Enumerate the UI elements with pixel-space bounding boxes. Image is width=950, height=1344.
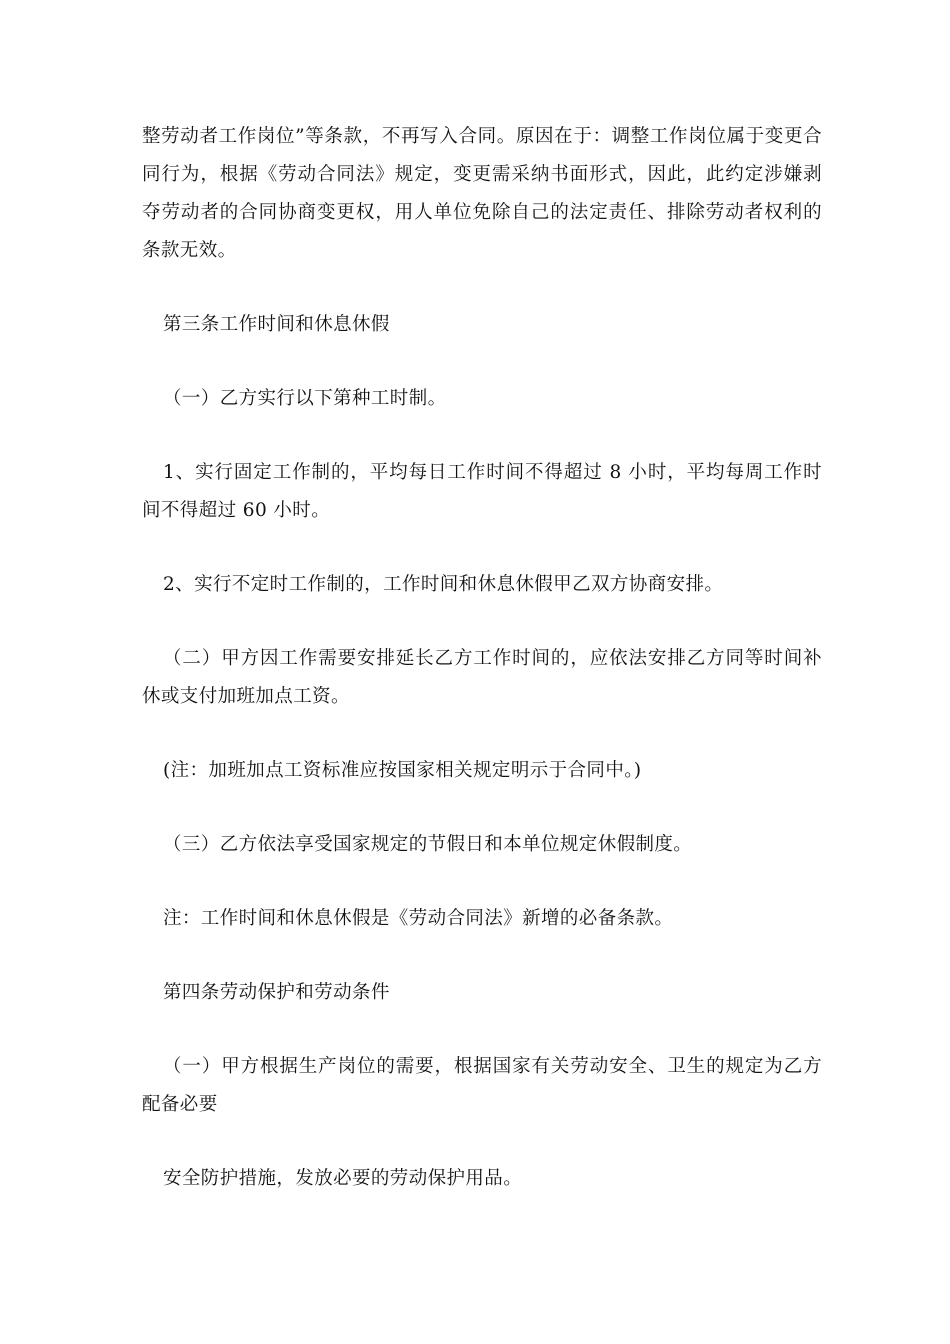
paragraph-3-1-item-2: 2、实行不定时工作制的，工作时间和休息休假甲乙双方协商安排。 [163,574,724,595]
note-working-hours: 注：工作时间和休息休假是《劳动合同法》新增的必备条款。 [163,908,674,929]
paragraph-4-1-continued: 安全防护措施，发放必要的劳动保护用品。 [163,1168,523,1189]
note-overtime-pay: (注：加班加点工资标准应按国家相关规定明示于合同中。) [163,760,642,781]
paragraph-3-1: （一）乙方实行以下第种工时制。 [163,388,447,409]
paragraph-job-position-clause: 整劳动者工作岗位”等条款，不再写入合同。原因在于：调整工作岗位属于变更合同行为，根据《劳动合同法》规定，变更需采纳书面形式，因此，此约定涉嫌剥夺劳动者的合同协商变更权，用人单位免除自己的法定责任、排除劳动者权利的条款无效。 [142,126,822,261]
heading-article-3: 第三条工作时间和休息休假 [163,314,390,335]
paragraph-3-1-item-1: 1、实行固定工作制的，平均每日工作时间不得超过 8 小时，平均每周工作时间不得超过 60 小时。 [142,462,822,521]
document-body [142,118,822,1198]
paragraph-3-2: （二）甲方因工作需要安排延长乙方工作时间的，应依法安排乙方同等时间补休或支付加班加点工资。 [142,648,822,707]
paragraph-4-1: （一）甲方根据生产岗位的需要，根据国家有关劳动安全、卫生的规定为乙方配备必要 [142,1056,822,1115]
heading-article-4: 第四条劳动保护和劳动条件 [163,982,390,1003]
paragraph-3-3: （三）乙方依法享受国家规定的节假日和本单位规定休假制度。 [163,834,693,855]
